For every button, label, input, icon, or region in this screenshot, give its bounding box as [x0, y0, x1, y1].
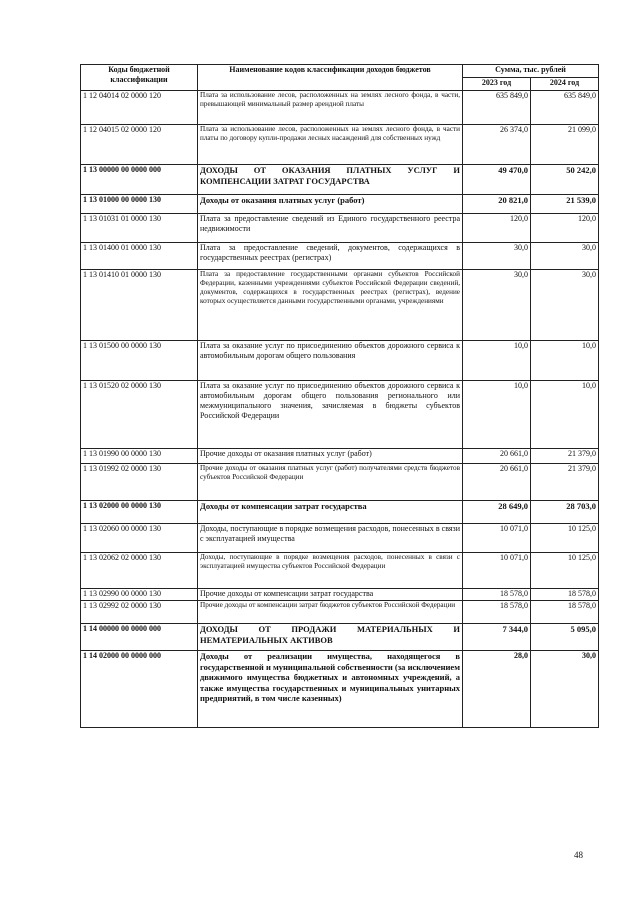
row-code: 1 13 02000 00 0000 130 [81, 501, 198, 524]
row-code: 1 13 01500 00 0000 130 [81, 341, 198, 381]
row-value-2023: 18 578,0 [463, 589, 531, 601]
table-row [81, 524, 599, 553]
row-value-2023: 20 661,0 [463, 449, 531, 464]
row-value-2024: 30,0 [531, 651, 599, 728]
row-code: 1 13 01031 01 0000 130 [81, 214, 198, 243]
header-sum: Сумма, тыс. рублей [463, 65, 599, 78]
table-row [81, 553, 599, 589]
table-row [81, 449, 599, 464]
row-name: Прочие доходы от компенсации затрат государства [198, 589, 463, 601]
table-row [81, 464, 599, 501]
row-code: 1 13 02060 00 0000 130 [81, 524, 198, 553]
header-year-2023: 2023 год [463, 78, 531, 91]
row-name: Прочие доходы от компенсации затрат бюджетов субъектов Российской Федерации [198, 601, 463, 624]
row-code: 1 13 01990 00 0000 130 [81, 449, 198, 464]
row-code: 1 14 00000 00 0000 000 [81, 624, 198, 651]
row-value-2024: 21 379,0 [531, 464, 599, 501]
row-name: Доходы от компенсации затрат государства [198, 501, 463, 524]
table-row [81, 589, 599, 601]
row-value-2023: 28 649,0 [463, 501, 531, 524]
row-value-2023: 10,0 [463, 381, 531, 449]
row-value-2023: 20 821,0 [463, 195, 531, 214]
row-value-2024: 10 125,0 [531, 524, 599, 553]
row-value-2024: 28 703,0 [531, 501, 599, 524]
row-name: ДОХОДЫ ОТ ОКАЗАНИЯ ПЛАТНЫХ УСЛУГ И КОМПЕНСАЦИИ ЗАТРАТ ГОСУДАРСТВА [198, 165, 463, 195]
row-value-2024: 21 539,0 [531, 195, 599, 214]
row-code: 1 13 02992 02 0000 130 [81, 601, 198, 624]
row-name: Доходы, поступающие в порядке возмещения расходов, понесенных в связи с эксплуатацией имущества [198, 524, 463, 553]
row-code: 1 13 02062 02 0000 130 [81, 553, 198, 589]
row-value-2024: 10,0 [531, 381, 599, 449]
row-value-2024: 30,0 [531, 243, 599, 270]
row-value-2023: 7 344,0 [463, 624, 531, 651]
row-code: 1 12 04014 02 0000 120 [81, 91, 198, 125]
row-value-2023: 10 071,0 [463, 553, 531, 589]
row-value-2023: 10,0 [463, 341, 531, 381]
row-code: 1 14 02000 00 0000 000 [81, 651, 198, 728]
row-value-2024: 21 099,0 [531, 125, 599, 165]
row-value-2024: 10,0 [531, 341, 599, 381]
header-year-2024: 2024 год [531, 78, 599, 91]
row-code: 1 13 01410 01 0000 130 [81, 270, 198, 341]
row-value-2024: 18 578,0 [531, 589, 599, 601]
row-name: Доходы от реализации имущества, находящегося в государственной и муниципальной собственности (за исключением движимого имущества бюджетных и автономных учреждений, а также имущества государственных и муниципальных унитарных предприятий, в том числе казенных) [198, 651, 463, 728]
row-name: Плата за оказание услуг по присоединению объектов дорожного сервиса к автомобильным дорогам общего пользования [198, 341, 463, 381]
header-names: Наименование кодов классификации доходов бюджетов [198, 65, 463, 91]
table-row [81, 214, 599, 243]
row-name: Прочие доходы от оказания платных услуг (работ) [198, 449, 463, 464]
row-name: Плата за предоставление государственными органами субъектов Российской Федерации, казенными учреждениями субъектов Российской Федерации сведений, документов, содержащихся в государственных реестрах (регистрах), ведение которых осуществляется данными государственными органами, учреждениями [198, 270, 463, 341]
table-row [81, 165, 599, 195]
table-row [81, 341, 599, 381]
row-value-2024: 30,0 [531, 270, 599, 341]
row-value-2023: 635 849,0 [463, 91, 531, 125]
row-name: Плата за использование лесов, расположенных на землях лесного фонда, в части платы по договору купли-продажи лесных насаждений для собственных нужд [198, 125, 463, 165]
row-value-2024: 10 125,0 [531, 553, 599, 589]
row-code: 1 13 01992 02 0000 130 [81, 464, 198, 501]
row-value-2024: 21 379,0 [531, 449, 599, 464]
table-row [81, 601, 599, 624]
page-number: 48 [574, 850, 583, 860]
row-name: Прочие доходы от оказания платных услуг (работ) получателями средств бюджетов субъектов Российской Федерации [198, 464, 463, 501]
table-row [81, 270, 599, 341]
row-value-2024: 50 242,0 [531, 165, 599, 195]
row-value-2024: 5 095,0 [531, 624, 599, 651]
row-value-2024: 120,0 [531, 214, 599, 243]
row-name: Плата за предоставление сведений из Единого государственного реестра недвижимости [198, 214, 463, 243]
row-value-2023: 20 661,0 [463, 464, 531, 501]
table-row [81, 91, 599, 125]
row-value-2024: 18 578,0 [531, 601, 599, 624]
row-name: Плата за оказание услуг по присоединению объектов дорожного сервиса к автомобильным дорогам общего пользования регионального или межмуниципального значения, зачисляемая в бюджеты субъектов Российской Федерации [198, 381, 463, 449]
row-value-2023: 120,0 [463, 214, 531, 243]
table-row [81, 381, 599, 449]
table-row [81, 501, 599, 524]
row-name: Плата за использование лесов, расположенных на землях лесного фонда, в части, превышающей минимальный размер арендной платы [198, 91, 463, 125]
row-name: ДОХОДЫ ОТ ПРОДАЖИ МАТЕРИАЛЬНЫХ И НЕМАТЕРИАЛЬНЫХ АКТИВОВ [198, 624, 463, 651]
row-value-2023: 49 470,0 [463, 165, 531, 195]
row-value-2023: 28,0 [463, 651, 531, 728]
table-row [81, 195, 599, 214]
row-value-2024: 635 849,0 [531, 91, 599, 125]
header-codes: Коды бюджетной классификации [81, 65, 198, 91]
row-value-2023: 18 578,0 [463, 601, 531, 624]
table-row [81, 651, 599, 728]
row-code: 1 13 00000 00 0000 000 [81, 165, 198, 195]
row-code: 1 13 02990 00 0000 130 [81, 589, 198, 601]
row-value-2023: 30,0 [463, 243, 531, 270]
row-code: 1 13 01400 01 0000 130 [81, 243, 198, 270]
row-name: Плата за предоставление сведений, документов, содержащихся в государственных реестрах (регистрах) [198, 243, 463, 270]
budget-table [80, 64, 599, 728]
row-value-2023: 26 374,0 [463, 125, 531, 165]
row-code: 1 13 01520 02 0000 130 [81, 381, 198, 449]
table-row [81, 624, 599, 651]
table-row [81, 243, 599, 270]
table-row [81, 125, 599, 165]
row-code: 1 12 04015 02 0000 120 [81, 125, 198, 165]
row-value-2023: 30,0 [463, 270, 531, 341]
row-name: Доходы, поступающие в порядке возмещения расходов, понесенных в связи с эксплуатацией имущества субъектов Российской Федерации [198, 553, 463, 589]
row-name: Доходы от оказания платных услуг (работ) [198, 195, 463, 214]
row-value-2023: 10 071,0 [463, 524, 531, 553]
row-code: 1 13 01000 00 0000 130 [81, 195, 198, 214]
